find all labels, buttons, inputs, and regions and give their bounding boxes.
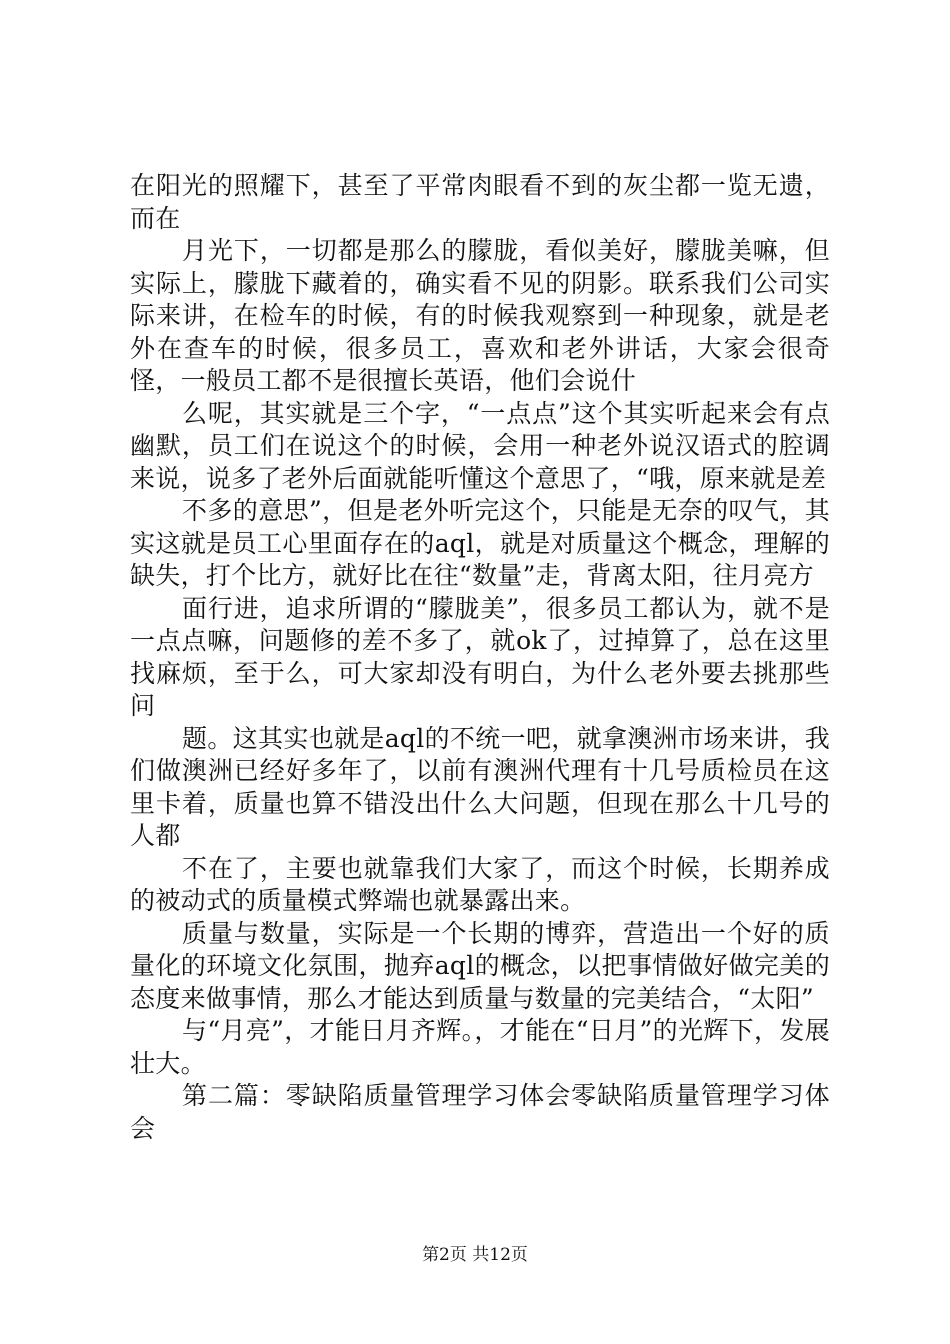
document-body <box>130 170 830 1145</box>
paragraph-2: 月光下，一切都是那么的朦胧，看似美好，朦胧美嘛，但实际上，朦胧下藏着的，确实看不见的阴影。联系我们公司实际来讲，在检车的时候，有的时候我观察到一种现象，就是老外在查车的时候，很多员工，喜欢和老外讲话，大家会很奇怪，一般员工都不是很擅长英语，他们会说什 <box>130 236 830 395</box>
page-footer <box>0 1244 950 1266</box>
paragraph-3: 么呢，其实就是三个字，“一点点”这个其实听起来会有点幽默，员工们在说这个的时候，会用一种老外说汉语式的腔调来说，说多了老外后面就能听懂这个意思了，“哦，原来就是差 <box>130 398 830 493</box>
paragraph-1: 在阳光的照耀下，甚至了平常肉眼看不到的灰尘都一览无遗，而在 <box>130 171 830 233</box>
paragraph-9: 与“月亮”，才能日月齐辉。，才能在“日月”的光辉下，发展壮大。 <box>130 1016 830 1078</box>
paragraph-4: 不多的意思”，但是老外听完这个，只能是无奈的叹气，其实这就是员工心里面存在的aql，就是对质量这个概念，理解的缺失，打个比方，就好比在往“数量”走，背离太阳，往月亮方 <box>130 496 830 590</box>
paragraph-10: 第二篇：零缺陷质量管理学习体会零缺陷质量管理学习体会 <box>130 1081 830 1143</box>
paragraph-8: 质量与数量，实际是一个长期的博弈，营造出一个好的质量化的环境文化氛围，抛弃aql的概念，以把事情做好做完美的态度来做事情，那么才能达到质量与数量的完美结合，“太阳” <box>130 918 830 1013</box>
paragraph-5: 面行进，追求所谓的“朦胧美”，很多员工都认为，就不是一点点嘛，问题修的差不多了，就ok了，过掉算了，总在这里找麻烦，至于么，可大家却没有明白，为什么老外要去挑那些问 <box>130 593 830 720</box>
paragraph-6: 题。这其实也就是aql的不统一吧，就拿澳洲市场来讲，我们做澳洲已经好多年了，以前有澳洲代理有十几号质检员在这里卡着，质量也算不错没出什么大问题，但现在那么十几号的人都 <box>130 723 830 850</box>
page-number-label: 第2页 共12页 <box>422 1245 528 1265</box>
paragraph-7: 不在了，主要也就靠我们大家了，而这个时候，长期养成的被动式的质量模式弊端也就暴露出来。 <box>130 853 830 915</box>
